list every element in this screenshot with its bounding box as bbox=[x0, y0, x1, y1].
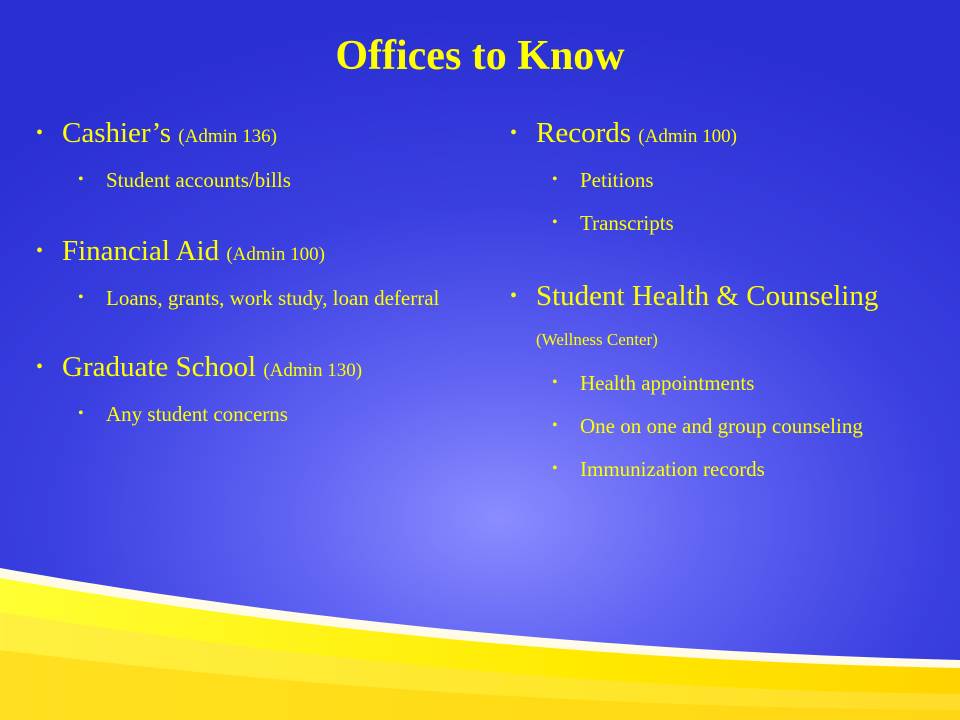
office-location: (Admin 130) bbox=[263, 360, 363, 381]
office-financial-aid bbox=[36, 231, 456, 313]
office-detail: • Student accounts/bills bbox=[62, 165, 456, 195]
office-location: (Admin 100) bbox=[638, 126, 737, 147]
office-detail: • Any student concerns bbox=[62, 399, 456, 429]
office-name: Student Health & Counseling bbox=[536, 280, 879, 312]
office-name: Financial Aid bbox=[62, 235, 220, 267]
office-name: Graduate School bbox=[62, 351, 257, 383]
office-location: (Admin 100) bbox=[226, 244, 326, 265]
office-detail: • Health appointments bbox=[536, 368, 930, 398]
office-location: (Admin 136) bbox=[178, 126, 277, 147]
right-column bbox=[510, 113, 930, 497]
office-cashiers bbox=[36, 113, 456, 195]
office-student-health bbox=[510, 276, 930, 484]
office-records bbox=[510, 113, 930, 238]
office-location: (Wellness Center) bbox=[536, 330, 658, 349]
office-detail: • Loans, grants, work study, loan deferral bbox=[62, 283, 456, 313]
office-detail: • One on one and group counseling bbox=[536, 411, 930, 441]
left-column bbox=[36, 113, 456, 442]
office-detail: • Immunization records bbox=[536, 454, 930, 484]
office-name: Cashier’s bbox=[62, 117, 172, 149]
office-graduate-school bbox=[36, 347, 456, 429]
office-detail: • Petitions bbox=[536, 165, 930, 195]
office-detail: • Transcripts bbox=[536, 208, 930, 238]
office-name: Records bbox=[536, 117, 632, 149]
slide-title: Offices to Know bbox=[335, 33, 625, 79]
